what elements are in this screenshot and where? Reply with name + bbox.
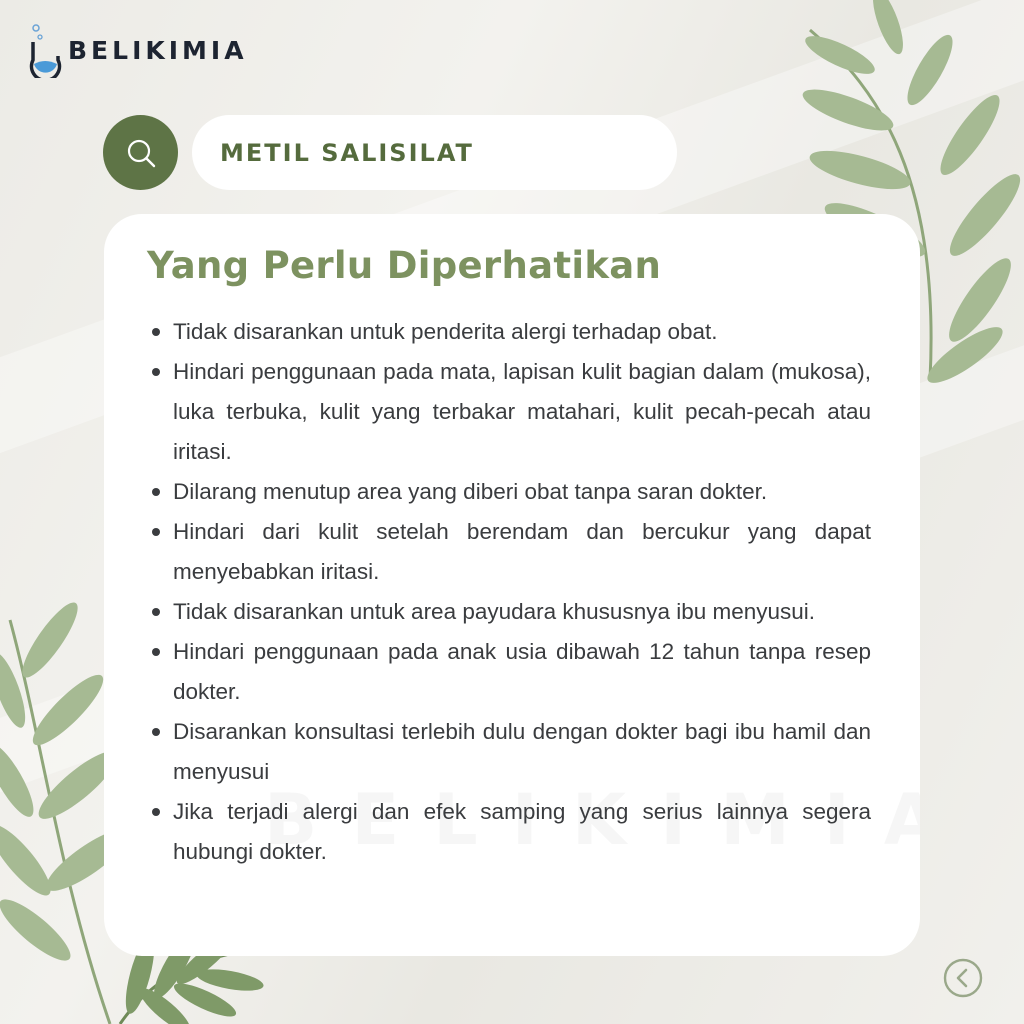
card-title: Yang Perlu Diperhatikan [147, 244, 662, 287]
brand-name: BELIKIMIA [68, 35, 248, 65]
info-card [104, 214, 920, 956]
search-button[interactable] [103, 115, 178, 190]
list-item: Dilarang menutup area yang diberi obat tanpa saran dokter. [149, 472, 871, 512]
list-item: Hindari dari kulit setelah berendam dan bercukur yang dapat menyebabkan iritasi. [149, 512, 871, 592]
list-item: Disarankan konsultasi terlebih dulu dengan dokter bagi ibu hamil dan menyusui [149, 712, 871, 792]
list-item: Jika terjadi alergi dan efek samping yang serius lainnya segera hubungi dokter. [149, 792, 871, 872]
brand-logo[interactable] [28, 22, 248, 78]
list-item: Tidak disarankan untuk area payudara khususnya ibu menyusui. [149, 592, 871, 632]
search-field[interactable] [192, 115, 677, 190]
list-item: Hindari penggunaan pada mata, lapisan kulit bagian dalam (mukosa), luka terbuka, kulit yang terbakar matahari, kulit pecah-pecah atau iritasi. [149, 352, 871, 472]
chevron-left-icon [943, 958, 983, 998]
search-query: METIL SALISILAT [220, 138, 474, 167]
back-button[interactable] [943, 958, 983, 998]
list-item: Hindari penggunaan pada anak usia dibawah 12 tahun tanpa resep dokter. [149, 632, 871, 712]
precaution-list [149, 312, 871, 872]
search-icon [125, 137, 157, 169]
list-item: Tidak disarankan untuk penderita alergi terhadap obat. [149, 312, 871, 352]
flask-icon [28, 22, 64, 78]
